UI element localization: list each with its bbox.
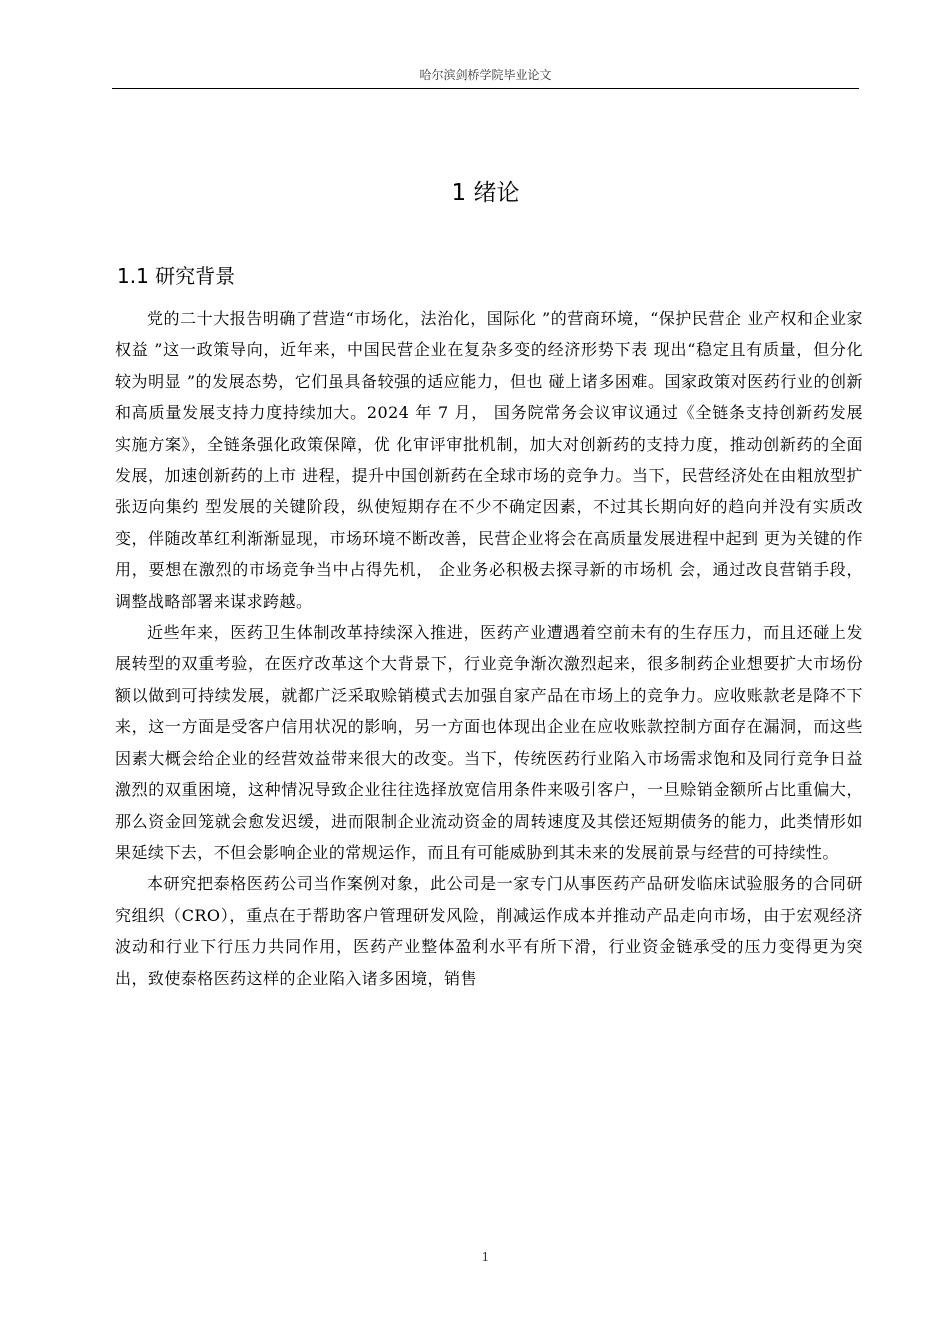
chapter-title: 1 绪论 — [451, 180, 520, 206]
section-title: 1.1 研究背景 — [117, 264, 236, 288]
paragraph-2: 近些年来，医药卫生体制改革持续深入推进，医药产业遭遇着空前未有的生存压力，而且还碰上发展转型的双重考验，在医疗改革这个大背景下，行业竞争渐次激烈起来，很多制药企业想要扩大市场份额以做到可持续发展，就都广泛采取赊销模式去加强自家产品在市场上的竞争力。应收账款老是降不下来，这一方面是受客户信用状况的影响，另一方面也体现出企业在应收账款控制方面存在漏洞，而这些因素大概会给企业的经营效益带来很大的改变。当下，传统医药行业陷入市场需求饱和及同行竞争日益激烈的双重困境，这种情况导致企业往往选择放宽信用条件来吸引客户，一旦赊销金额所占比重偏大，那么资金回笼就会愈发迟缓，进而限制企业流动资金的周转速度及其偿还短期债务的能力，此类情形如果延续下去，不但会影响企业的常规运作，而且有可能威胁到其未来的发展前景与经营的可持续性。 — [115, 623, 863, 862]
page-header: 哈尔滨剑桥学院毕业论文 — [419, 68, 552, 82]
page-number: 1 — [481, 1250, 490, 1264]
paragraph-1: 党的二十大报告明确了营造“市场化，法治化，国际化 ”的营商环境，“保护民营企 业产权和企业家权益 ”这一政策导向，近年来，中国民营企业在复杂多变的经济形势下表 现出“稳定且有质量，但分化较为明显 ”的发展态势，它们虽具备较强的适应能力，但也 碰上诸多困难。国家政策对医药行业的创新和高质量发展支持力度持续加大。2024 年 7 月， 国务院常务会议审议通过《全链条支持创新药发展实施方案》，全链条强化政策保障，优 化审评审批机制，加大对创新药的支持力度，推动创新药的全面发展，加速创新药的上市 进程，提升中国创新药在全球市场的竞争力。当下，民营经济处在由粗放型扩张迈向集约 型发展的关键阶段，纵使短期存在不少不确定因素，不过其长期向好的趋向并没有实质改 变，伴随改革红利渐渐显现，市场环境不断改善，民营企业将会在高质量发展进程中起到 更为关键的作用，要想在激烈的市场竞争当中占得先机， 企业务必积极去探寻新的市场机 会，通过改良营销手段，调整战略部署来谋求跨越。 — [115, 309, 863, 611]
header-rule — [112, 88, 859, 89]
body-text — [115, 303, 863, 994]
paragraph-3: 本研究把泰格医药公司当作案例对象，此公司是一家专门从事医药产品研发临床试验服务的合同研究组织（CRO），重点在于帮助客户管理研发风险，削减运作成本并推动产品走向市场，由于宏观经济波动和行业下行压力共同作用，医药产业整体盈利水平有所下滑，行业资金链承受的压力变得更为突出，致使泰格医药这样的企业陷入诸多困境，销售 — [115, 874, 863, 988]
